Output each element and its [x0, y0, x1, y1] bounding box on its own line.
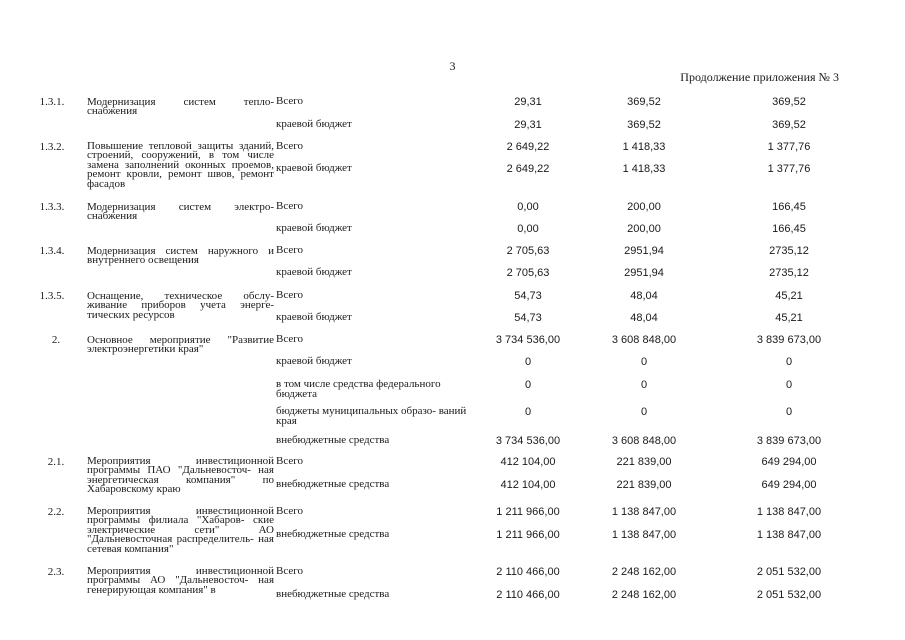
amount-v2: 3 608 848,00: [611, 334, 677, 346]
amount-v3: 45,21: [775, 312, 803, 324]
amount-v2: 2 248 162,00: [611, 566, 677, 578]
row-number: 2.: [51, 334, 61, 346]
amount-v2: 2 248 162,00: [611, 589, 677, 601]
funding-source: внебюджетные средства: [276, 434, 390, 446]
funding-source: внебюджетные средства: [276, 588, 390, 600]
funding-source: краевой бюджет: [276, 311, 352, 323]
amount-v1: 3 734 536,00: [495, 435, 561, 447]
amount-v3: 649 294,00: [761, 479, 817, 491]
funding-source: Всего: [276, 565, 303, 577]
amount-v2: 0: [640, 356, 648, 368]
funding-source: краевой бюджет: [276, 355, 352, 367]
amount-v1: 412 104,00: [500, 479, 556, 491]
row-description: Мероприятия инвестиционной программы ПАО "Дальневосточ- ная энергетическая компания" по Хабаровскому краю: [87, 455, 274, 496]
amount-v3: 1 377,76: [767, 163, 811, 175]
row-number: 1.3.3.: [39, 201, 65, 213]
amount-v2: 221 839,00: [616, 479, 672, 491]
amount-v2: 200,00: [627, 223, 661, 235]
amount-v2: 1 418,33: [622, 141, 666, 153]
amount-v3: 45,21: [775, 290, 803, 302]
funding-source: краевой бюджет: [276, 118, 352, 130]
amount-v3: 369,52: [772, 96, 806, 108]
amount-v2: 0: [640, 379, 648, 391]
funding-source: Всего: [276, 140, 303, 152]
amount-v1: 54,73: [514, 312, 542, 324]
row-description: Оснащение, техническое обслу- живание приборов учета энерге- тических ресурсов: [87, 290, 274, 321]
amount-v1: 54,73: [514, 290, 542, 302]
amount-v1: 0: [524, 356, 532, 368]
amount-v3: 2735,12: [769, 245, 809, 257]
funding-source: в том числе средства федерального бюджета: [276, 378, 441, 400]
amount-v1: 2 705,63: [506, 245, 550, 257]
amount-v1: 0: [524, 379, 532, 391]
amount-v2: 369,52: [627, 96, 661, 108]
row-description: Модернизация систем электро- снабжения: [87, 201, 274, 223]
row-description: Основное мероприятие "Развитие электроэнергетики края": [87, 334, 274, 356]
amount-v1: 2 705,63: [506, 267, 550, 279]
funding-source: Всего: [276, 244, 303, 256]
amount-v2: 369,52: [627, 119, 661, 131]
amount-v3: 369,52: [772, 119, 806, 131]
amount-v3: 0: [785, 406, 793, 418]
page-number: 3: [449, 59, 456, 73]
row-number: 1.3.5.: [39, 290, 65, 302]
amount-v3: 649 294,00: [761, 456, 817, 468]
amount-v2: 1 418,33: [622, 163, 666, 175]
funding-source: Всего: [276, 289, 303, 301]
funding-source: бюджеты муниципальных образо- ваний края: [276, 405, 467, 427]
amount-v2: 200,00: [627, 201, 661, 213]
amount-v1: 29,31: [514, 96, 542, 108]
row-description: Мероприятия инвестиционной программы АО "Дальневосточ- ная генерирующая компания" в: [87, 565, 274, 596]
funding-source: краевой бюджет: [276, 162, 352, 174]
row-number: 2.1.: [47, 456, 65, 468]
amount-v2: 48,04: [630, 290, 658, 302]
amount-v3: 0: [785, 356, 793, 368]
row-number: 2.2.: [47, 506, 65, 518]
amount-v3: 2735,12: [769, 267, 809, 279]
amount-v1: 0,00: [517, 223, 539, 235]
amount-v3: 166,45: [772, 223, 806, 235]
amount-v1: 2 649,22: [506, 141, 550, 153]
row-number: 1.3.2.: [39, 141, 65, 153]
amount-v1: 2 110 466,00: [496, 589, 560, 601]
row-description: Мероприятия инвестиционной программы филиала "Хабаров- ские электрические сети" АО "Дальневосточная распределитель- ная сетевая компания": [87, 505, 274, 555]
row-description: Модернизация систем тепло- снабжения: [87, 96, 274, 118]
funding-source: внебюджетные средства: [276, 528, 390, 540]
row-number: 2.3.: [47, 566, 65, 578]
funding-source: Всего: [276, 333, 303, 345]
amount-v2: 221 839,00: [616, 456, 672, 468]
amount-v1: 0: [524, 406, 532, 418]
row-number: 1.3.1.: [39, 96, 65, 108]
amount-v1: 1 211 966,00: [496, 506, 560, 518]
amount-v2: 2951,94: [624, 267, 664, 279]
amount-v3: 2 051 532,00: [756, 589, 822, 601]
amount-v3: 1 138 847,00: [756, 529, 822, 541]
amount-v1: 3 734 536,00: [495, 334, 561, 346]
funding-source: краевой бюджет: [276, 266, 352, 278]
amount-v3: 2 051 532,00: [756, 566, 822, 578]
amount-v3: 1 138 847,00: [756, 506, 822, 518]
amount-v3: 0: [785, 379, 793, 391]
row-description: Модернизация систем наружного и внутреннего освещения: [87, 245, 274, 267]
amount-v1: 2 649,22: [506, 163, 550, 175]
continuation-label: Продолжение приложения № 3: [680, 70, 839, 84]
funding-source: внебюджетные средства: [276, 478, 390, 490]
amount-v3: 3 839 673,00: [756, 435, 822, 447]
funding-source: Всего: [276, 200, 303, 212]
amount-v2: 1 138 847,00: [611, 506, 677, 518]
amount-v2: 0: [640, 406, 648, 418]
amount-v2: 2951,94: [624, 245, 664, 257]
row-number: 1.3.4.: [39, 245, 65, 257]
amount-v1: 1 211 966,00: [496, 529, 560, 541]
amount-v1: 29,31: [514, 119, 542, 131]
amount-v2: 3 608 848,00: [611, 435, 677, 447]
funding-source: краевой бюджет: [276, 222, 352, 234]
amount-v2: 1 138 847,00: [611, 529, 677, 541]
row-description: Повышение тепловой защиты зданий, строений, сооружений, в том числе замена заполнений оконных проемов, ремонт кровли, ремонт швов, ремонт фасадов: [87, 140, 274, 190]
amount-v2: 48,04: [630, 312, 658, 324]
amount-v1: 412 104,00: [500, 456, 556, 468]
funding-source: Всего: [276, 505, 303, 517]
amount-v1: 0,00: [517, 201, 539, 213]
amount-v1: 2 110 466,00: [496, 566, 560, 578]
funding-source: Всего: [276, 455, 303, 467]
funding-source: Всего: [276, 95, 303, 107]
amount-v3: 1 377,76: [767, 141, 811, 153]
amount-v3: 166,45: [772, 201, 806, 213]
amount-v3: 3 839 673,00: [756, 334, 822, 346]
